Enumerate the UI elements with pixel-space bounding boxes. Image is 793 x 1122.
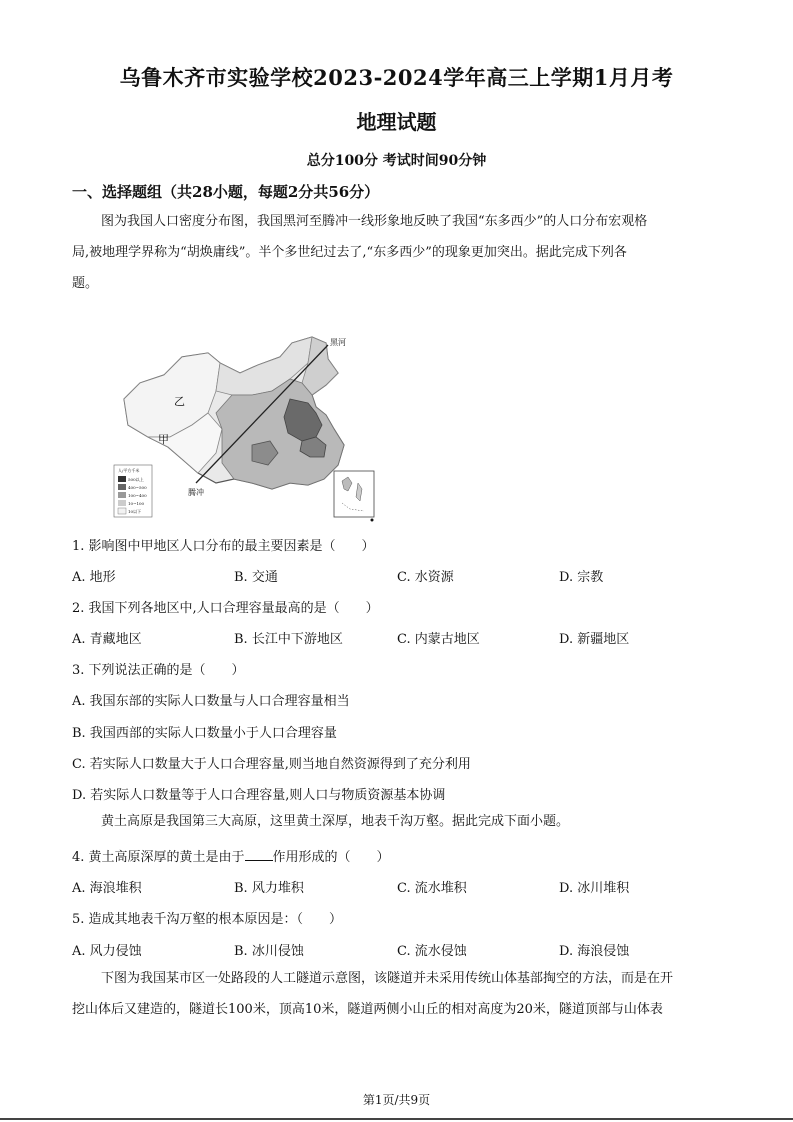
intro3-line1: 下图为我国某市区一处路段的人工隧道示意图，该隧道并未采用传统山体基部掏空的方法，而是在开 <box>101 971 674 986</box>
legend-item: 500以上 <box>128 477 144 482</box>
label-yi: 乙 <box>174 395 185 408</box>
answer-blank <box>245 848 273 861</box>
question-1-option-a[interactable]: A. 地形 <box>72 570 116 585</box>
question-2-option-c[interactable]: C. 内蒙古地区 <box>397 632 480 647</box>
question-2-stem: 2. 我国下列各地区中,人口合理容量最高的是（ ） <box>72 601 379 616</box>
question-3-option-d[interactable]: D. 若实际人口数量等于人口合理容量,则人口与物质资源基本协调 <box>72 788 446 803</box>
legend-item: 10~100 <box>128 501 145 506</box>
score-info: 总分100分 考试时间90分钟 <box>306 153 487 169</box>
label-heihe: 黑河 <box>330 338 346 347</box>
question-3-stem: 3. 下列说法正确的是（ ） <box>72 663 245 678</box>
label-jia: 甲 <box>158 433 169 446</box>
question-5-option-b[interactable]: B. 冰川侵蚀 <box>234 944 304 959</box>
intro1-line3: 题。 <box>72 276 99 291</box>
legend-title: 人/平方千米 <box>118 468 140 473</box>
exam-title: 乌鲁木齐市实验学校2023-2024学年高三上学期1月月考 <box>119 65 674 90</box>
question-5-stem: 5. 造成其地表千沟万壑的根本原因是：（ ） <box>72 912 343 927</box>
question-4-option-b[interactable]: B. 风力堆积 <box>234 881 304 896</box>
legend-item: 100~400 <box>128 493 147 498</box>
legend-item: 400~500 <box>128 485 147 490</box>
question-3-option-a[interactable]: A. 我国东部的实际人口数量与人口合理容量相当 <box>72 694 350 709</box>
question-2-option-b[interactable]: B. 长江中下游地区 <box>234 632 343 647</box>
south-china-sea-inset <box>334 471 374 517</box>
section-heading: 一、选择题组（共28小题，每题2分共56分） <box>72 183 380 201</box>
question-5-option-a[interactable]: A. 风力侵蚀 <box>72 944 142 959</box>
intro2: 黄土高原是我国第三大高原，这里黄土深厚，地表千沟万壑。据此完成下面小题。 <box>101 814 570 829</box>
question-3-option-b[interactable]: B. 我国西部的实际人口数量小于人口合理容量 <box>72 726 337 741</box>
question-2-option-d[interactable]: D. 新疆地区 <box>559 632 630 647</box>
question-4-stem-after: 作用形成的（ ） <box>272 850 390 865</box>
bottom-rule <box>0 1118 793 1120</box>
question-4-stem-before: 4. 黄土高原深厚的黄土是由于 <box>72 850 245 865</box>
intro3-line2: 挖山体后又建造的，隧道长100米，顶高10米，隧道两侧小山丘的相对高度为20米，隧道顶部与山体表 <box>72 1002 663 1017</box>
question-4-option-c[interactable]: C. 流水堆积 <box>397 881 467 896</box>
question-1-option-d[interactable]: D. 宗教 <box>559 570 604 585</box>
page-footer: 第1页/共9页 <box>362 1093 431 1107</box>
intro1-line2: 局,被地理学界称为“胡焕庸线”。半个多世纪过去了,“东多西少”的现象更加突出。据此完成下列各 <box>72 245 627 260</box>
china-map-svg <box>112 333 380 525</box>
question-1-option-c[interactable]: C. 水资源 <box>397 570 454 585</box>
label-tengchong: 腾冲 <box>188 488 204 497</box>
question-4-stem <box>72 846 390 865</box>
question-5-option-d[interactable]: D. 海浪侵蚀 <box>559 944 630 959</box>
question-4-option-d[interactable]: D. 冰川堆积 <box>559 881 630 896</box>
question-4-option-a[interactable]: A. 海浪堆积 <box>72 881 142 896</box>
question-1-stem: 1. 影响图中甲地区人口分布的最主要因素是（ ） <box>72 539 375 554</box>
question-2-option-a[interactable]: A. 青藏地区 <box>72 632 142 647</box>
subject-title: 地理试题 <box>356 110 437 134</box>
question-3-option-c[interactable]: C. 若实际人口数量大于人口合理容量,则当地自然资源得到了充分利用 <box>72 757 471 772</box>
legend-item: 10以下 <box>128 509 142 514</box>
population-density-map <box>112 333 380 525</box>
question-1-option-b[interactable]: B. 交通 <box>234 570 278 585</box>
intro1-line1: 图为我国人口密度分布图，我国黑河至腾冲一线形象地反映了我国“东多西少”的人口分布宏观格 <box>101 214 648 229</box>
question-5-option-c[interactable]: C. 流水侵蚀 <box>397 944 467 959</box>
